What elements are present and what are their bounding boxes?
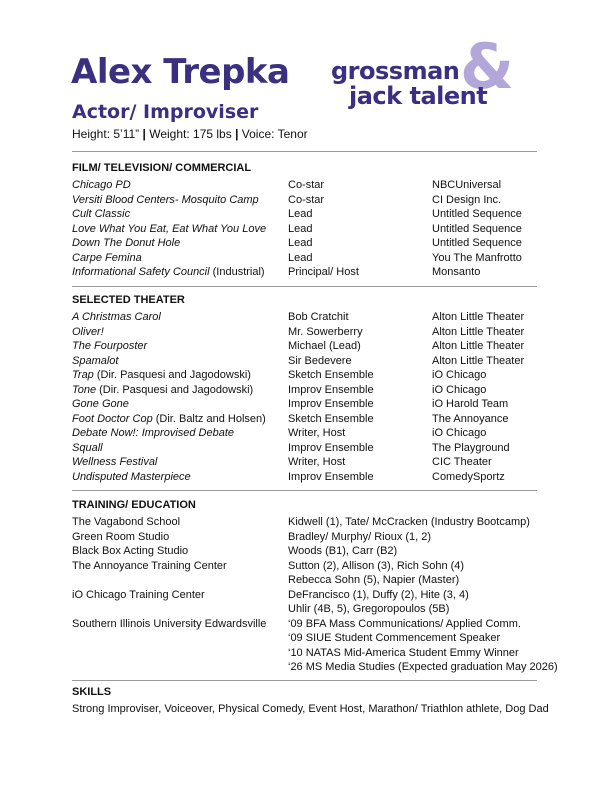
theater-title-cell xyxy=(72,310,161,325)
actor-name: Alex Trepka xyxy=(71,52,290,92)
theater-title: Foot Doctor Cop xyxy=(72,412,153,425)
training-row xyxy=(72,544,562,559)
training-detail: Kidwell (1), Tate/ McCracken (Industry Bootcamp) xyxy=(288,516,530,528)
training-detail: Bradley/ Murphy/ Rioux (1, 2) xyxy=(288,530,432,543)
training-row xyxy=(72,617,562,632)
theater-role: Sketch Ensemble xyxy=(288,369,374,381)
film-section xyxy=(72,161,562,280)
film-role: Lead xyxy=(288,237,313,249)
theater-title-cell xyxy=(72,397,129,412)
film-title: Chicago PD xyxy=(72,179,131,191)
theater-role: Improv Ensemble xyxy=(288,383,374,396)
skills-section xyxy=(72,685,562,716)
theater-section-title: SELECTED THEATER xyxy=(72,294,185,306)
theater-title: Squall xyxy=(72,441,103,454)
training-detail: ‘10 NATAS Mid-America Student Emmy Winner xyxy=(288,646,519,659)
training-detail: DeFrancisco (1), Duffy (2), Hite (3, 4) xyxy=(288,588,469,601)
film-title-cell xyxy=(72,207,130,222)
training-detail: Woods (B1), Carr (B2) xyxy=(288,545,398,557)
weight-label: Weight: xyxy=(149,127,190,141)
theater-company: Alton Little Theater xyxy=(432,340,525,352)
theater-title-cell xyxy=(72,455,157,470)
film-role: Lead xyxy=(288,222,313,235)
training-detail: Uhlir (4B, 5), Gregoropoulos (5B) xyxy=(288,603,450,615)
agency-logo xyxy=(330,30,530,118)
theater-row xyxy=(72,310,562,325)
logo-line-1: grossman xyxy=(331,57,460,85)
film-title: Informational Safety Council xyxy=(72,266,210,278)
film-company: NBCUniversal xyxy=(432,179,502,191)
theater-row xyxy=(72,354,562,369)
theater-role: Bob Cratchit xyxy=(288,311,349,323)
section-divider xyxy=(72,680,537,681)
film-note: (Industrial) xyxy=(209,266,265,278)
logo-line-2: jack talent xyxy=(349,82,488,110)
theater-title-cell xyxy=(72,368,251,383)
theater-row xyxy=(72,441,562,456)
film-company: Untitled Sequence xyxy=(432,208,522,220)
film-section-title: FILM/ TELEVISION/ COMMERCIAL xyxy=(72,162,252,174)
theater-title: Gone Gone xyxy=(72,398,129,410)
theater-company: iO Harold Team xyxy=(432,398,509,410)
theater-row xyxy=(72,426,562,441)
training-row xyxy=(72,646,562,661)
training-school: The Annoyance Training Center xyxy=(72,559,227,572)
film-company: Untitled Sequence xyxy=(432,237,522,249)
training-row xyxy=(72,588,562,603)
film-row xyxy=(72,236,562,251)
film-row xyxy=(72,178,562,193)
theater-row xyxy=(72,368,562,383)
training-list xyxy=(72,515,562,675)
theater-title: Spamalot xyxy=(72,354,119,367)
film-title: Cult Classic xyxy=(72,208,131,220)
theater-company: Alton Little Theater xyxy=(432,325,525,338)
training-section xyxy=(72,498,562,675)
film-row xyxy=(72,207,562,222)
training-school: Black Box Acting Studio xyxy=(72,545,189,557)
training-detail: Sutton (2), Allison (3), Rich Sohn (4) xyxy=(288,559,465,572)
physical-stats xyxy=(72,126,308,142)
training-row xyxy=(72,660,562,675)
training-school: Southern Illinois University Edwardsville xyxy=(72,617,267,630)
voice-label: Voice: xyxy=(241,127,275,141)
film-role: Co-star xyxy=(288,193,325,206)
training-detail: ‘09 BFA Mass Communications/ Applied Comm. xyxy=(288,617,521,630)
theater-company: iO Chicago xyxy=(432,369,487,381)
film-title-cell xyxy=(72,178,131,193)
theater-title: Wellness Festival xyxy=(72,456,158,468)
training-school: The Vagabond School xyxy=(72,516,181,528)
training-row xyxy=(72,602,562,617)
film-row xyxy=(72,193,562,208)
training-row xyxy=(72,573,562,588)
theater-title: Debate Now!: Improvised Debate xyxy=(72,427,235,439)
skills-text: Strong Improviser, Voiceover, Physical Comedy, Event Host, Marathon/ Triathlon athlete, Dog Dad xyxy=(72,703,549,715)
theater-row xyxy=(72,383,562,398)
film-title: Love What You Eat, Eat What You Love xyxy=(72,222,267,235)
theater-title-cell xyxy=(72,426,234,441)
film-row xyxy=(72,265,562,280)
theater-company: iO Chicago xyxy=(432,427,487,439)
theater-company: CIC Theater xyxy=(432,456,492,468)
theater-role: Sketch Ensemble xyxy=(288,412,374,425)
film-title-cell xyxy=(72,236,180,251)
theater-title: Oliver! xyxy=(72,325,104,338)
film-company: Monsanto xyxy=(432,266,481,278)
weight-value: 175 lbs xyxy=(193,127,232,141)
theater-title: The Fourposter xyxy=(72,340,148,352)
theater-role: Sir Bedevere xyxy=(288,354,352,367)
theater-title-cell xyxy=(72,470,191,485)
film-row xyxy=(72,251,562,266)
film-title-cell xyxy=(72,265,265,280)
film-title: Versiti Blood Centers- Mosquito Camp xyxy=(72,193,259,206)
film-title-cell xyxy=(72,193,259,208)
theater-role: Michael (Lead) xyxy=(288,340,361,352)
film-role: Lead xyxy=(288,251,313,264)
film-company: CI Design Inc. xyxy=(432,193,502,206)
theater-title: Tone xyxy=(72,383,97,396)
theater-title: Trap xyxy=(72,369,94,381)
film-title: Down The Donut Hole xyxy=(72,237,181,249)
theater-company: The Playground xyxy=(432,441,510,454)
film-role: Lead xyxy=(288,208,313,220)
theater-title-cell xyxy=(72,412,266,427)
training-detail: Rebecca Sohn (5), Napier (Master) xyxy=(288,574,460,586)
height-value: 5’11” xyxy=(113,127,140,141)
theater-row xyxy=(72,397,562,412)
film-title: Carpe Femina xyxy=(72,251,142,264)
theater-row xyxy=(72,455,562,470)
theater-role: Improv Ensemble xyxy=(288,470,374,483)
training-school: iO Chicago Training Center xyxy=(72,588,205,601)
film-row xyxy=(72,222,562,237)
theater-section xyxy=(72,293,562,484)
training-row xyxy=(72,559,562,574)
training-school: Green Room Studio xyxy=(72,530,170,543)
skills-section-title: SKILLS xyxy=(72,686,112,698)
film-company: You The Manfrotto xyxy=(432,251,522,264)
theater-role: Writer, Host xyxy=(288,427,346,439)
section-divider xyxy=(72,490,537,491)
theater-role: Writer, Host xyxy=(288,456,346,468)
theater-role: Improv Ensemble xyxy=(288,398,374,410)
training-section-title: TRAINING/ EDUCATION xyxy=(72,499,196,511)
theater-title-cell xyxy=(72,441,103,456)
film-company: Untitled Sequence xyxy=(432,222,522,235)
section-divider xyxy=(72,286,537,287)
film-title-cell xyxy=(72,251,142,266)
theater-note: (Dir. Pasquesi and Jagodowski) xyxy=(96,383,254,396)
theater-row xyxy=(72,470,562,485)
film-list xyxy=(72,178,562,280)
theater-title-cell xyxy=(72,339,147,354)
theater-company: Alton Little Theater xyxy=(432,354,525,367)
theater-title-cell xyxy=(72,354,118,369)
training-row xyxy=(72,631,562,646)
film-role: Co-star xyxy=(288,179,325,191)
theater-company: The Annoyance xyxy=(432,412,509,425)
height-label: Height: xyxy=(72,127,111,141)
training-row xyxy=(72,530,562,545)
film-role: Principal/ Host xyxy=(288,266,359,278)
theater-title: A Christmas Carol xyxy=(72,311,161,323)
stats-separator: | xyxy=(235,127,239,141)
theater-list xyxy=(72,310,562,484)
theater-row xyxy=(72,412,562,427)
training-detail: ‘26 MS Media Studies (Expected graduation May 2026) xyxy=(288,661,558,673)
theater-note: (Dir. Baltz and Holsen) xyxy=(152,412,266,425)
actor-role: Actor/ Improviser xyxy=(72,101,259,123)
theater-note: (Dir. Pasquesi and Jagodowski) xyxy=(93,369,251,381)
theater-company: iO Chicago xyxy=(432,383,487,396)
theater-role: Improv Ensemble xyxy=(288,441,374,454)
theater-title-cell xyxy=(72,383,253,398)
theater-title: Undisputed Masterpiece xyxy=(72,470,191,483)
theater-row xyxy=(72,325,562,340)
theater-role: Mr. Sowerberry xyxy=(288,325,363,338)
stats-separator: | xyxy=(142,127,146,141)
training-detail: ‘09 SIUE Student Commencement Speaker xyxy=(288,632,501,644)
theater-title-cell xyxy=(72,325,104,340)
theater-row xyxy=(72,339,562,354)
logo-ampersand: & xyxy=(460,30,515,103)
section-divider xyxy=(72,151,537,152)
film-title-cell xyxy=(72,222,266,237)
theater-company: ComedySportz xyxy=(432,470,505,483)
theater-company: Alton Little Theater xyxy=(432,311,525,323)
training-row xyxy=(72,515,562,530)
voice-value: Tenor xyxy=(277,127,308,141)
